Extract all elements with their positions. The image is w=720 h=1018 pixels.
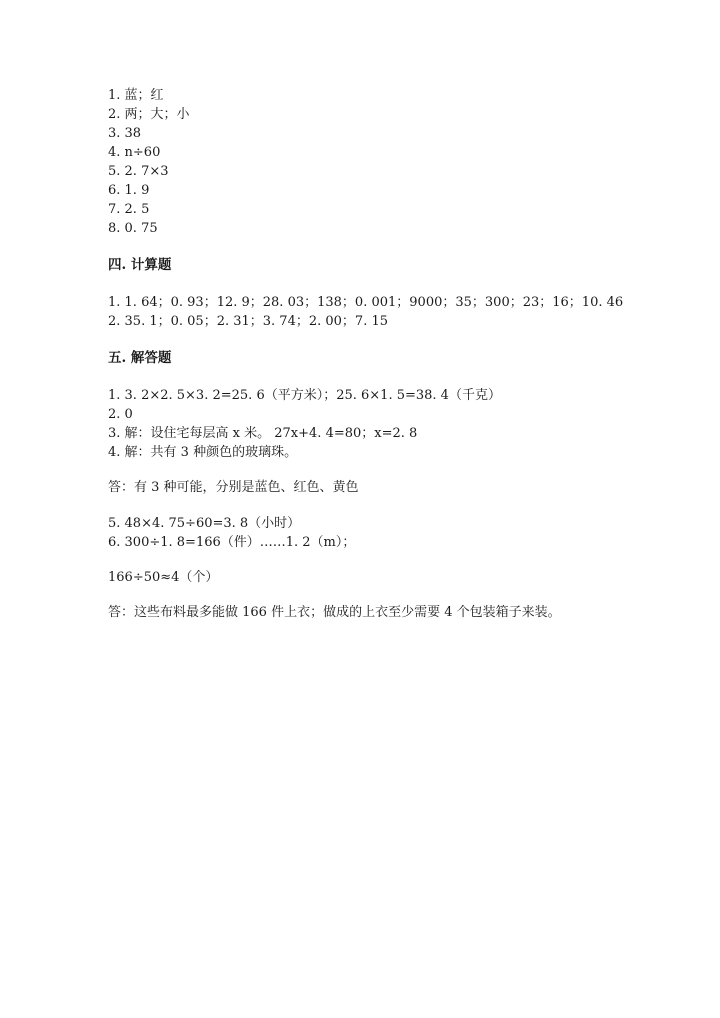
answer-line: 3. 38 — [108, 126, 142, 141]
answer-line: 1. 3. 2×2. 5×3. 2=25. 6（平方米）；25. 6×1. 5=38. 4（千克） — [108, 388, 501, 403]
answer-statement: 答：有 3 种可能，分别是蓝色、红色、黄色 — [108, 480, 359, 495]
answer-line: 1. 1. 64；0. 93；12. 9；28. 03；138；0. 001；9000；35；300；23；16；10. 46 — [108, 295, 624, 310]
answer-line: 2. 35. 1；0. 05；2. 31；3. 74；2. 00；7. 15 — [108, 314, 389, 329]
answer-line: 3. 解：设住宅每层高 x 米。 27x+4. 4=80；x=2. 8 — [108, 426, 418, 441]
answer-line: 5. 2. 7×3 — [108, 164, 169, 179]
answer-line: 6. 300÷1. 8=166（件）……1. 2（m）； — [108, 535, 356, 550]
answer-line: 2. 0 — [108, 407, 133, 422]
answer-calculation: 166÷50≈4（个） — [108, 570, 219, 585]
answer-line: 4. 解：共有 3 种颜色的玻璃珠。 — [108, 445, 298, 460]
answer-statement: 答：这些布料最多能做 166 件上衣；做成的上衣至少需要 4 个包装箱子来装。 — [108, 605, 561, 620]
section4-heading: 四. 计算题 — [108, 257, 172, 273]
answer-line: 6. 1. 9 — [108, 183, 150, 198]
answer-line: 5. 48×4. 75÷60=3. 8（小时） — [108, 516, 301, 531]
section5-heading: 五. 解答题 — [108, 350, 172, 366]
answer-line: 1. 蓝；红 — [108, 88, 164, 103]
section5-answer-list — [108, 386, 668, 622]
answer-line: 8. 0. 75 — [108, 221, 158, 236]
answer-line: 7. 2. 5 — [108, 202, 150, 217]
answer-line: 4. n÷60 — [108, 145, 161, 160]
section4-answer-list — [108, 293, 668, 331]
answer-line: 2. 两；大；小 — [108, 107, 190, 122]
section3-answer-list — [108, 86, 668, 238]
answer-document — [108, 86, 668, 622]
